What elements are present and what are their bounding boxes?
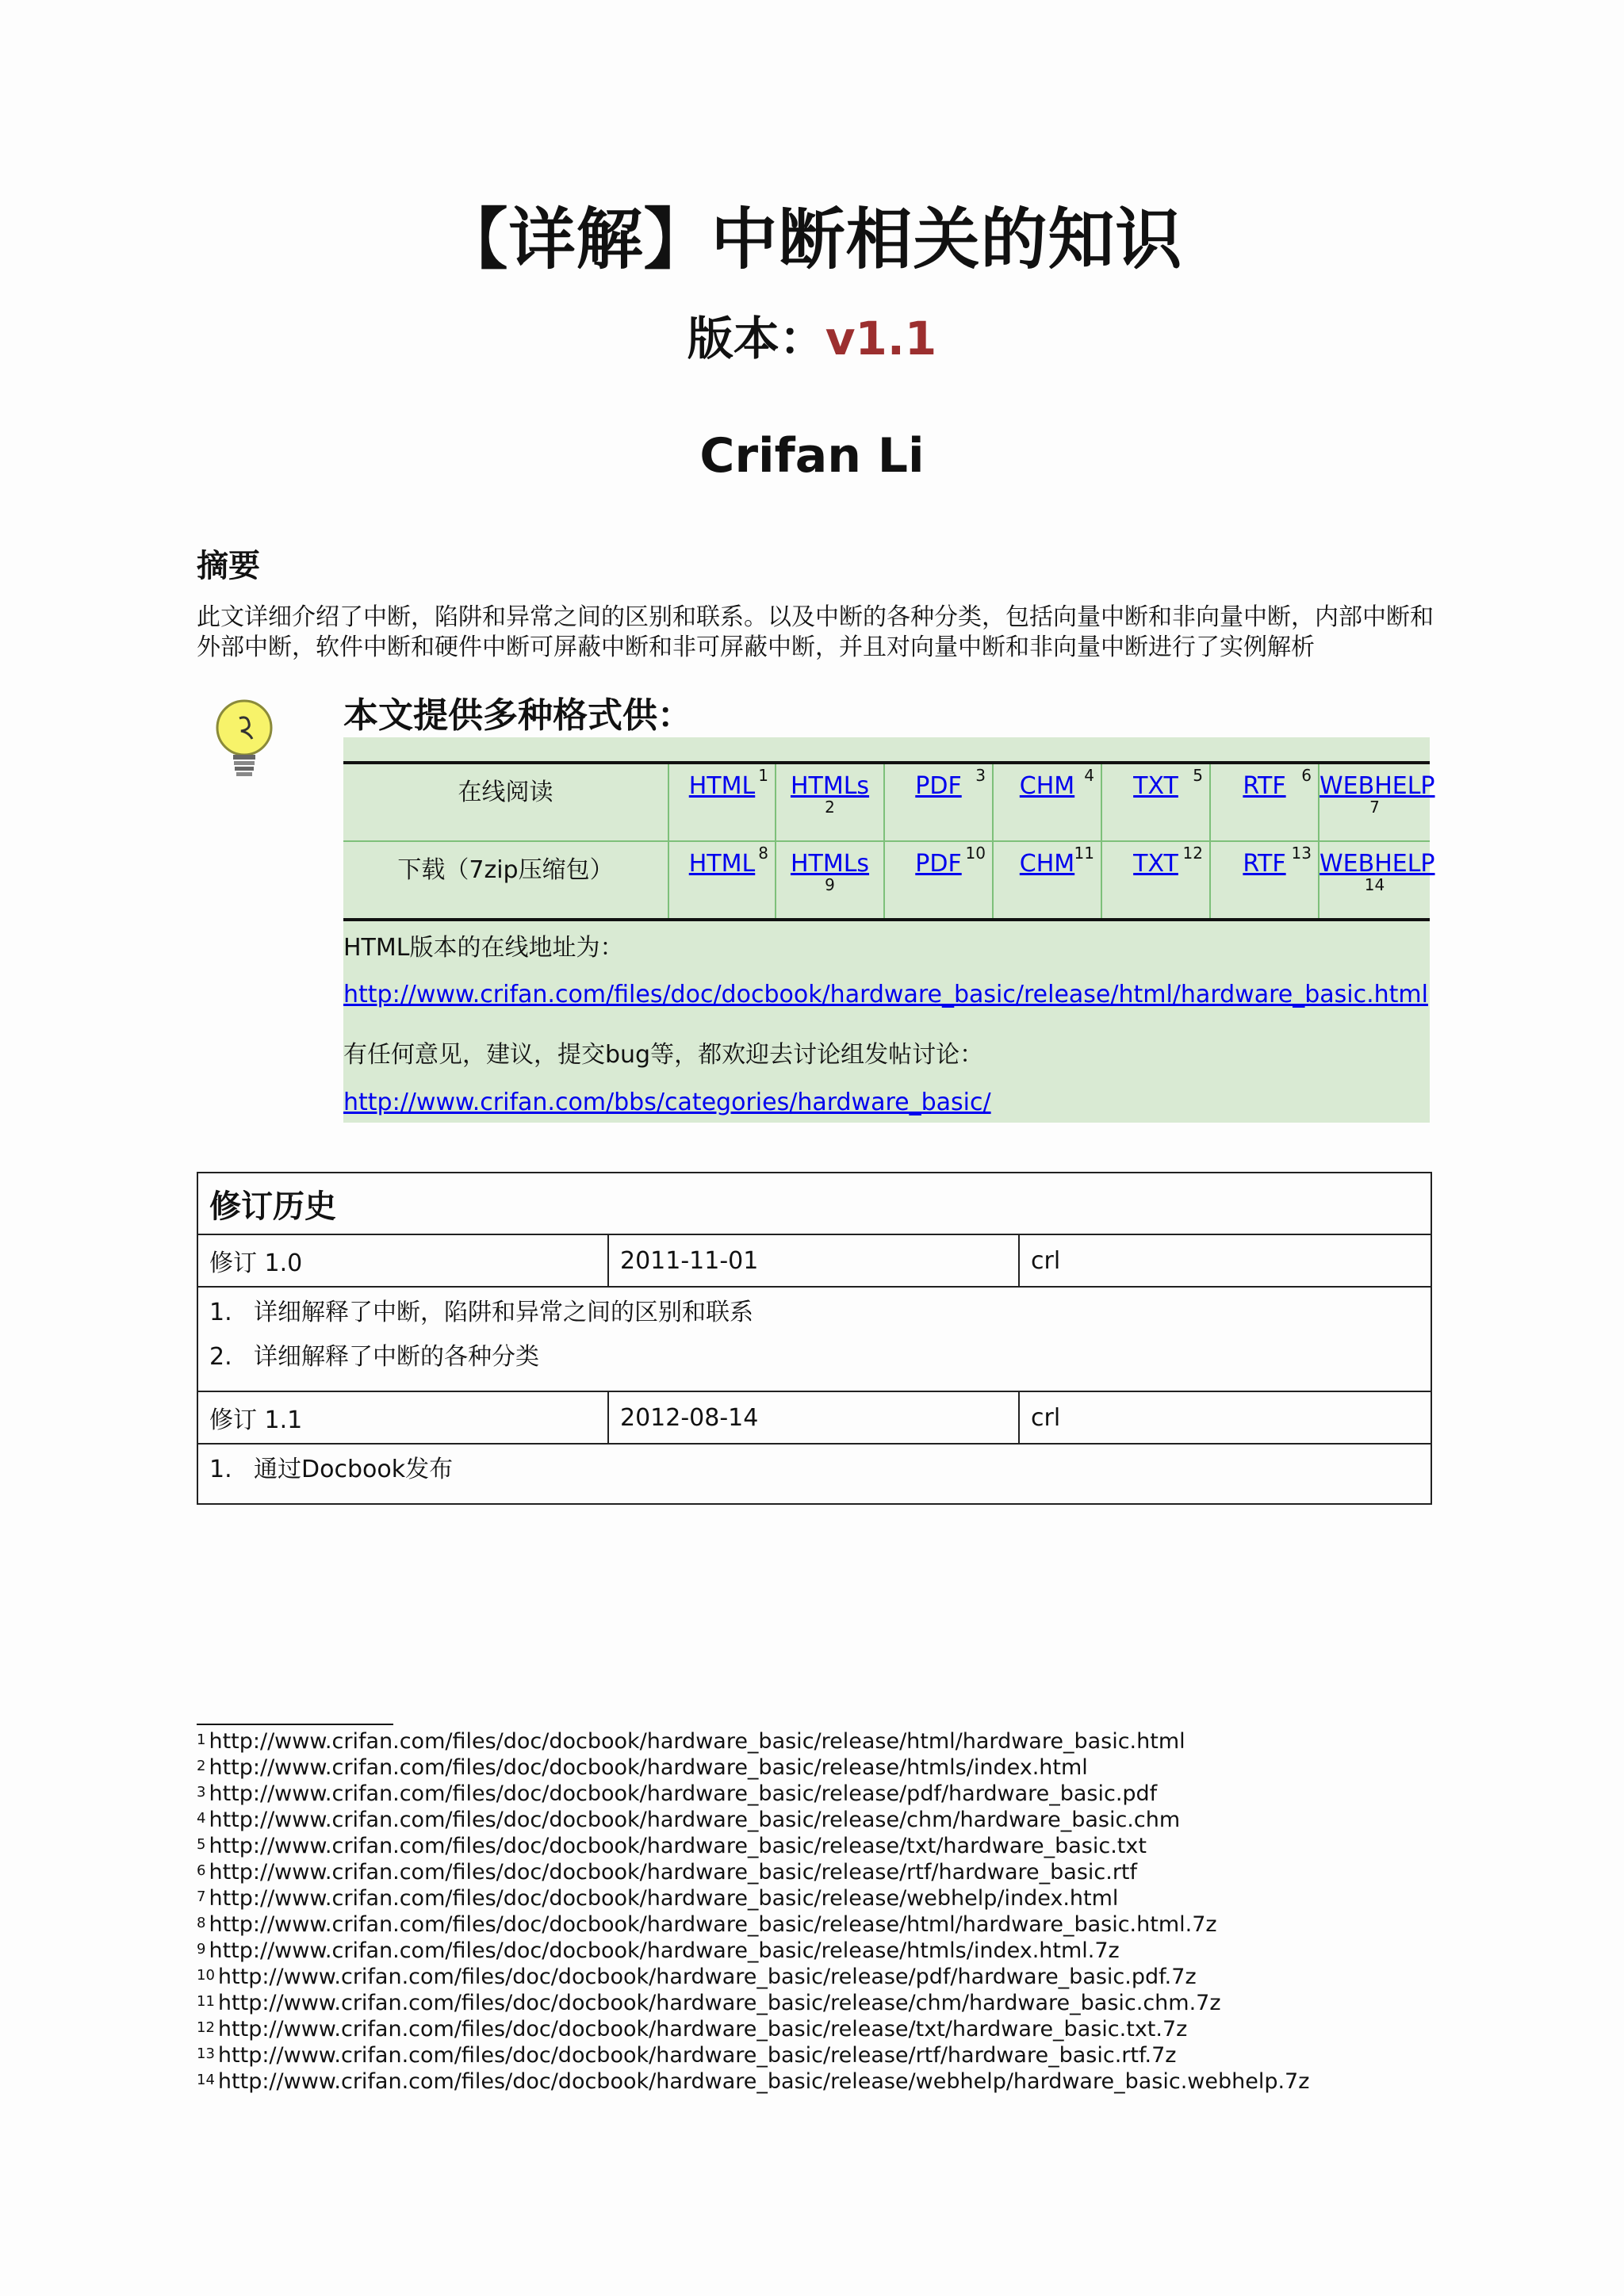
revision-item (209, 1297, 1419, 1341)
footnote-number: 12 (197, 2019, 215, 2036)
format-link-htmls[interactable]: HTMLs (790, 772, 870, 800)
footnote-item (197, 2068, 1309, 2095)
footnote-ref: 14 (1364, 875, 1385, 894)
footnote-item (197, 2016, 1309, 2042)
format-cell (1101, 841, 1210, 920)
format-cell (1319, 841, 1435, 920)
feedback-link[interactable]: http://www.crifan.com/bbs/categories/hardware_basic/ (343, 1089, 991, 1116)
footnote-number: 13 (197, 2045, 215, 2062)
footnote-url[interactable]: http://www.crifan.com/files/doc/docbook/hardware_basic/release/pdf/hardware_basic.pdf (209, 1781, 1158, 1806)
footnote-item (197, 2042, 1309, 2068)
abstract-text: 此文详细介绍了中断，陷阱和异常之间的区别和联系。以及中断的各种分类，包括向量中断和非向量中断，内部中断和外部中断，软件中断和硬件中断可屏蔽中断和非可屏蔽中断，并且对向量中断和非向量中断进行了实例解析 (197, 603, 1434, 661)
version-value: v1.1 (825, 312, 937, 365)
document-title: 【详解】中断相关的知识 (441, 201, 1183, 278)
footnote-url[interactable]: http://www.crifan.com/files/doc/docbook/hardware_basic/release/chm/hardware_basic.chm.7z (217, 1991, 1221, 2015)
footnote-ref: 3 (975, 766, 986, 785)
format-cell (1210, 841, 1319, 920)
footnote-url[interactable]: http://www.crifan.com/files/doc/docbook/hardware_basic/release/txt/hardware_basic.txt.7z (217, 2017, 1188, 2042)
online-address-label: HTML版本的在线地址为： (343, 934, 624, 962)
format-link-chm[interactable]: CHM (1019, 850, 1075, 878)
revision-date: 2012-08-14 (608, 1391, 1019, 1444)
format-link-chm[interactable]: CHM (1019, 772, 1075, 800)
footnote-ref: 13 (1291, 844, 1312, 863)
footnotes-list (197, 1728, 1309, 2095)
format-link-pdf[interactable]: PDF (915, 772, 962, 800)
format-cell (993, 841, 1101, 920)
revision-row (197, 1234, 1431, 1287)
format-cell (668, 763, 776, 841)
footnote-url[interactable]: http://www.crifan.com/files/doc/docbook/hardware_basic/release/html/hardware_basic.html.7z (209, 1912, 1217, 1937)
footnote-ref: 2 (825, 798, 835, 817)
footnote-url[interactable]: http://www.crifan.com/files/doc/docbook/hardware_basic/release/rtf/hardware_basic.rtf.7z (217, 2043, 1177, 2068)
footnote-number: 14 (197, 2072, 215, 2088)
footnote-item (197, 1833, 1309, 1859)
format-cell (1101, 763, 1210, 841)
formats-panel (343, 737, 1435, 1123)
revision-item-number: 2. (209, 1343, 232, 1371)
revision-history-heading: 修订历史 (197, 1173, 1431, 1234)
footnote-item (197, 1964, 1309, 1990)
footnote-url[interactable]: http://www.crifan.com/files/doc/docbook/hardware_basic/release/htmls/index.html (209, 1755, 1088, 1780)
footnote-number: 9 (197, 1941, 206, 1957)
revision-items (197, 1444, 1431, 1504)
footnote-number: 6 (197, 1862, 206, 1879)
footnote-item (197, 1938, 1309, 1964)
footnote-ref: 1 (758, 766, 768, 785)
footnote-ref: 9 (825, 875, 835, 894)
footnote-number: 3 (197, 1784, 206, 1800)
version-label: 版本： (687, 312, 825, 365)
footnote-number: 2 (197, 1758, 206, 1774)
footnote-item (197, 1859, 1309, 1885)
revision-items-row (197, 1287, 1431, 1391)
footnote-ref: 8 (758, 844, 768, 863)
footnote-url[interactable]: http://www.crifan.com/files/doc/docbook/hardware_basic/release/rtf/hardware_basic.rtf (209, 1860, 1138, 1885)
revision-date: 2011-11-01 (608, 1234, 1019, 1287)
revision-revision: 修订 1.1 (197, 1391, 608, 1444)
revision-row (197, 1391, 1431, 1444)
version-line (0, 301, 1624, 368)
revision-item-number: 1. (209, 1456, 232, 1483)
footnote-url[interactable]: http://www.crifan.com/files/doc/docbook/hardware_basic/release/pdf/hardware_basic.pdf.7z (217, 1965, 1197, 1989)
format-cell (776, 763, 884, 841)
feedback-label: 有任何意见，建议，提交bug等，都欢迎去讨论组发帖讨论： (343, 1041, 984, 1069)
revision-items (197, 1287, 1431, 1391)
footnote-ref: 12 (1182, 844, 1203, 863)
footnote-ref: 11 (1074, 844, 1094, 863)
footnote-url[interactable]: http://www.crifan.com/files/doc/docbook/hardware_basic/release/htmls/index.html.7z (209, 1938, 1120, 1963)
formats-row-label: 下载（7zip压缩包） (343, 841, 668, 920)
format-link-txt[interactable]: TXT (1133, 772, 1178, 800)
revision-item-text: 通过Docbook发布 (254, 1456, 454, 1483)
footnote-item (197, 1885, 1309, 1911)
footnote-url[interactable]: http://www.crifan.com/files/doc/docbook/hardware_basic/release/chm/hardware_basic.chm (209, 1808, 1181, 1832)
revision-item (209, 1454, 1419, 1498)
footnote-item (197, 1807, 1309, 1833)
footnote-url[interactable]: http://www.crifan.com/files/doc/docbook/hardware_basic/release/webhelp/hardware_basic.webhelp.7z (217, 2069, 1310, 2094)
formats-row (343, 841, 1430, 920)
format-cell (776, 841, 884, 920)
format-cell (1210, 763, 1319, 841)
format-link-html[interactable]: HTML (688, 850, 756, 878)
footnote-number: 5 (197, 1836, 206, 1853)
format-cell (884, 841, 993, 920)
footnote-number: 7 (197, 1888, 206, 1905)
footnote-ref: 7 (1369, 798, 1380, 817)
formats-row-label: 在线阅读 (343, 763, 668, 841)
revision-item-number: 1. (209, 1299, 232, 1326)
formats-row (343, 763, 1430, 841)
footnote-ref: 4 (1084, 766, 1094, 785)
footnote-number: 4 (197, 1810, 206, 1827)
revision-item-text: 详细解释了中断，陷阱和异常之间的区别和联系 (254, 1299, 753, 1326)
formats-heading: 本文提供多种格式供： (343, 695, 692, 736)
footnote-url[interactable]: http://www.crifan.com/files/doc/docbook/hardware_basic/release/webhelp/index.html (209, 1886, 1119, 1911)
footnote-item (197, 1911, 1309, 1938)
format-link-rtf[interactable]: RTF (1243, 850, 1286, 878)
revision-revision: 修订 1.0 (197, 1234, 608, 1287)
format-cell (993, 763, 1101, 841)
format-link-txt[interactable]: TXT (1133, 850, 1178, 878)
format-link-html[interactable]: HTML (688, 772, 756, 800)
footnote-item (197, 1728, 1309, 1755)
format-cell (884, 763, 993, 841)
lightbulb-icon (213, 698, 276, 785)
footnote-divider (197, 1724, 393, 1725)
footnote-url[interactable]: http://www.crifan.com/files/doc/docbook/hardware_basic/release/txt/hardware_basic.txt (209, 1834, 1147, 1858)
footnote-number: 11 (197, 1993, 215, 2010)
author-name: Crifan Li (699, 428, 925, 484)
footnote-item (197, 1755, 1309, 1781)
revision-item (209, 1341, 1419, 1386)
online-address-link[interactable]: http://www.crifan.com/files/doc/docbook/hardware_basic/release/html/hardware_basic.html (343, 981, 1428, 1008)
revision-item-text: 详细解释了中断的各种分类 (254, 1343, 539, 1371)
abstract-heading: 摘要 (197, 548, 260, 584)
format-link-rtf[interactable]: RTF (1243, 772, 1286, 800)
revision-author: crl (1019, 1391, 1431, 1444)
footnote-item (197, 1781, 1309, 1807)
revision-history-table (197, 1172, 1432, 1505)
format-link-pdf[interactable]: PDF (915, 850, 962, 878)
footnote-ref: 5 (1193, 766, 1203, 785)
format-link-htmls[interactable]: HTMLs (790, 850, 870, 878)
format-cell (1319, 763, 1435, 841)
footnote-number: 1 (197, 1732, 206, 1748)
footnote-ref: 6 (1301, 766, 1312, 785)
footnote-number: 8 (197, 1915, 206, 1931)
formats-table (343, 761, 1435, 921)
format-cell (668, 841, 776, 920)
footnote-item (197, 1990, 1309, 2016)
format-link-webhelp[interactable]: WEBHELP (1320, 850, 1435, 878)
revision-items-row (197, 1444, 1431, 1504)
revision-author: crl (1019, 1234, 1431, 1287)
footnote-ref: 10 (965, 844, 986, 863)
format-link-webhelp[interactable]: WEBHELP (1320, 772, 1435, 800)
footnote-number: 10 (197, 1967, 215, 1984)
footnote-url[interactable]: http://www.crifan.com/files/doc/docbook/hardware_basic/release/html/hardware_basic.html (209, 1729, 1185, 1754)
